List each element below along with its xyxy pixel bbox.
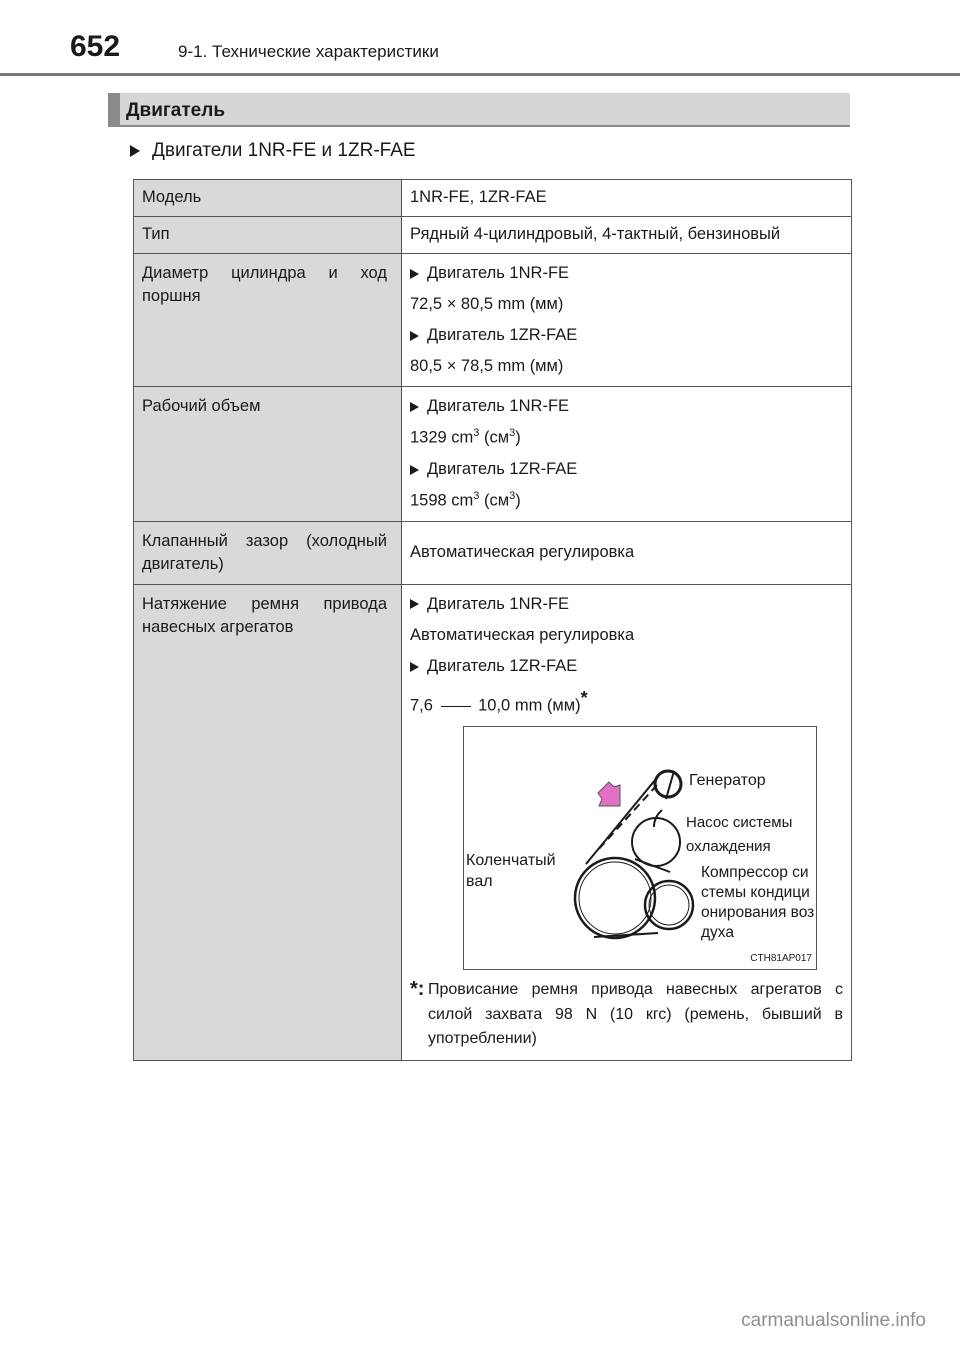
bore-label: Диаметр цилиндра и ход поршня	[142, 264, 387, 306]
belt-zr-item	[410, 655, 843, 678]
pump-pulley	[632, 818, 680, 866]
pink-arrow-icon	[598, 782, 620, 806]
bore-label-cell	[134, 254, 402, 387]
valve-label: Клапанный зазор (холодный двигатель)	[142, 531, 387, 573]
footnote-text: Провисание ремня привода навесных агрегатов с силой захвата 98 N (10 кгс) (ремень, бывший в употреблении)	[428, 980, 843, 1048]
disp-zr-label: Двигатель 1ZR-FAE	[427, 460, 578, 479]
model-label: Модель	[142, 188, 202, 206]
range-dash-icon	[441, 706, 471, 707]
type-value-cell	[402, 217, 852, 254]
bullet-triangle-icon	[410, 402, 419, 412]
table-row	[134, 584, 852, 1060]
belt-min: 7,6	[410, 696, 433, 715]
table-row	[134, 387, 852, 521]
pump-label: Насос системы охлаждения	[686, 813, 793, 855]
valve-label-cell	[134, 521, 402, 584]
disp-nr-unit: (см	[484, 428, 510, 447]
bore-zr-value: 80,5 × 78,5 mm (мм)	[410, 357, 564, 376]
disp-nr-label: Двигатель 1NR-FE	[427, 397, 570, 416]
model-label-cell	[134, 180, 402, 217]
diagram-code: CTH81AP017	[750, 952, 812, 964]
bullet-triangle-icon	[130, 145, 140, 157]
subheading-text: Двигатели 1NR-FE и 1ZR-FAE	[152, 140, 416, 161]
paren: )	[515, 491, 521, 510]
asterisk-mark: *	[580, 688, 588, 709]
bore-zr-label: Двигатель 1ZR-FAE	[427, 326, 578, 345]
belt-zr-value	[410, 686, 843, 718]
exponent: 3	[509, 427, 516, 440]
type-value: Рядный 4-цилиндровый, 4-тактный, бензиновый	[410, 225, 781, 244]
belt-diagram	[463, 726, 817, 970]
disp-value-cell	[402, 387, 852, 521]
type-label: Тип	[142, 225, 170, 243]
exponent: 3	[473, 427, 480, 440]
disp-nr-item	[410, 395, 843, 418]
model-value: 1NR-FE, 1ZR-FAE	[410, 188, 547, 207]
belt-nr-item	[410, 593, 843, 616]
belt-label: Натяжение ремня привода навесных агрегатов	[142, 594, 387, 637]
table-row	[134, 217, 852, 254]
spec-table	[133, 179, 852, 1061]
footnote-mark: *:	[410, 977, 425, 1000]
table-row	[134, 180, 852, 217]
disp-zr-item	[410, 458, 843, 481]
table-row	[134, 254, 852, 387]
watermark: carmanualsonline.info	[741, 1310, 926, 1331]
valve-value-cell	[402, 521, 852, 584]
disp-label: Рабочий объем	[142, 397, 261, 416]
running-head: 9-1. Технические характеристики	[178, 42, 439, 61]
belt-zr-label: Двигатель 1ZR-FAE	[427, 657, 578, 676]
crank-label: Коленчатый вал	[466, 851, 556, 890]
disp-zr-value	[410, 489, 843, 513]
disp-zr-number: 1598 cm	[410, 491, 474, 510]
disp-nr-value	[410, 426, 843, 450]
bore-zr-item	[410, 324, 843, 347]
bore-value-cell	[402, 254, 852, 387]
table-row	[134, 521, 852, 584]
crank-pulley-inner	[579, 862, 651, 934]
belt-nr-label: Двигатель 1NR-FE	[427, 594, 570, 613]
compressor-pulley	[645, 881, 693, 929]
disp-zr-unit: (см	[484, 491, 510, 510]
bore-nr-item	[410, 262, 843, 285]
model-value-cell	[402, 180, 852, 217]
bullet-triangle-icon	[410, 662, 419, 672]
paren: )	[515, 428, 521, 447]
valve-value: Автоматическая регулировка	[410, 543, 635, 562]
bore-nr-label: Двигатель 1NR-FE	[427, 264, 570, 282]
header-rule	[0, 73, 960, 76]
exponent: 3	[473, 490, 480, 503]
disp-label-cell	[134, 387, 402, 521]
belt-nr-value: Автоматическая регулировка	[410, 626, 635, 645]
bullet-triangle-icon	[410, 269, 419, 279]
compressor-label: Компрессор системы кондиционирования воздуха	[701, 863, 815, 942]
page-number: 652	[70, 30, 121, 63]
subheading	[130, 140, 416, 162]
belt-max: 10,0 mm (мм)	[478, 696, 581, 715]
crank-pulley	[575, 858, 655, 938]
bullet-triangle-icon	[410, 465, 419, 475]
bullet-triangle-icon	[410, 331, 419, 341]
bullet-triangle-icon	[410, 599, 419, 609]
exponent: 3	[509, 490, 516, 503]
type-label-cell	[134, 217, 402, 254]
footnote	[410, 978, 843, 1052]
disp-nr-number: 1329 cm	[410, 428, 474, 447]
bore-nr-value: 72,5 × 80,5 mm (мм)	[410, 295, 564, 314]
belt-value-cell	[402, 584, 852, 1060]
section-title: Двигатель	[126, 100, 225, 121]
belt-label-cell	[134, 584, 402, 1060]
generator-label: Генератор	[689, 771, 766, 789]
